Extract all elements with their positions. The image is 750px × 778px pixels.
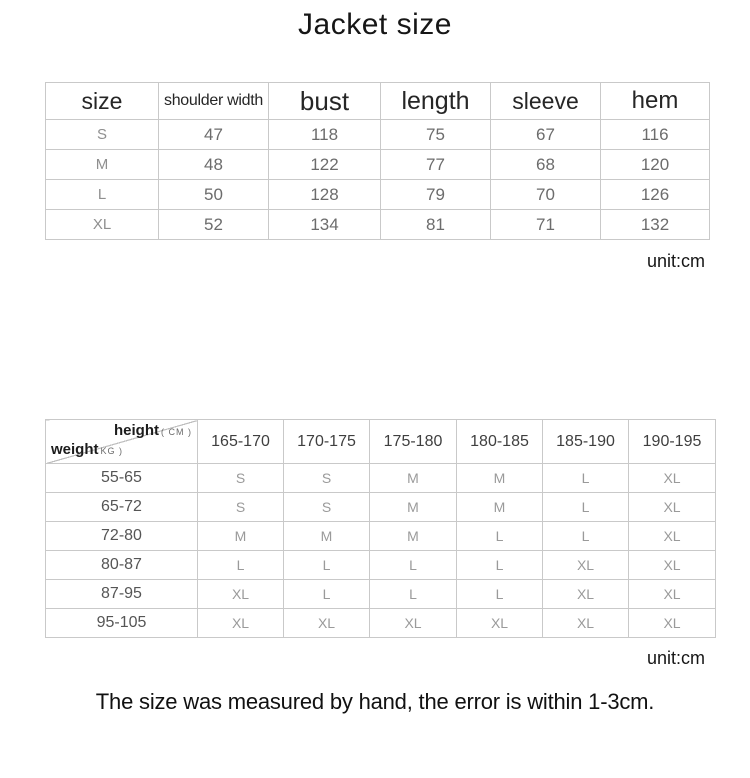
table-cell: L: [457, 580, 543, 609]
table-cell: XL: [629, 580, 716, 609]
table-cell: L: [370, 580, 457, 609]
table-row: [46, 522, 716, 551]
table-cell: 79: [381, 180, 491, 210]
column-header-hem: hem: [601, 83, 710, 120]
table-cell: 72-80: [46, 522, 198, 551]
table-row: [46, 609, 716, 638]
table-cell: S: [198, 493, 284, 522]
column-header-length: length: [381, 83, 491, 120]
column-header-sleeve: sleeve: [491, 83, 601, 120]
table-cell: 75: [381, 120, 491, 150]
table-cell: 70: [491, 180, 601, 210]
table-cell: L: [543, 464, 629, 493]
table-cell: XL: [629, 464, 716, 493]
table-cell: L: [543, 493, 629, 522]
table-cell: M: [284, 522, 370, 551]
column-header-height-range-3: 175-180: [370, 420, 457, 464]
unit-note-bottom: unit:cm: [646, 648, 705, 668]
table-cell: XL: [46, 210, 159, 240]
table-cell: 65-72: [46, 493, 198, 522]
column-header-height-range-4: 180-185: [457, 420, 543, 464]
table-cell: L: [284, 580, 370, 609]
table-cell: 126: [601, 180, 710, 210]
height-header: [114, 422, 192, 441]
table-cell: 47: [159, 120, 269, 150]
table-cell: S: [284, 493, 370, 522]
footer-note: The size was measured by hand, the error is within 1-3cm.: [95, 689, 655, 714]
table-cell: 71: [491, 210, 601, 240]
table-cell: 81: [381, 210, 491, 240]
page-title: Jacket size: [298, 8, 452, 41]
table-row: [46, 493, 716, 522]
table-cell: S: [46, 120, 159, 150]
table-row: [46, 150, 710, 180]
jacket-size-header-row: [46, 83, 710, 120]
table-cell: 80-87: [46, 551, 198, 580]
table-cell: L: [284, 551, 370, 580]
unit-note-top: unit:cm: [646, 251, 705, 271]
table-cell: 134: [269, 210, 381, 240]
table-cell: XL: [457, 609, 543, 638]
table-row: [46, 464, 716, 493]
table-cell: 118: [269, 120, 381, 150]
table-cell: XL: [198, 580, 284, 609]
table-cell: XL: [629, 522, 716, 551]
table-row: [46, 120, 710, 150]
height-weight-size-table: [45, 419, 716, 638]
table-cell: L: [457, 551, 543, 580]
column-header-bust: bust: [269, 83, 381, 120]
table-cell: S: [284, 464, 370, 493]
table-cell: 55-65: [46, 464, 198, 493]
table-row: [46, 180, 710, 210]
table-cell: 95-105: [46, 609, 198, 638]
weight-header: [51, 441, 123, 460]
table-cell: L: [457, 522, 543, 551]
table-cell: XL: [629, 493, 716, 522]
table-cell: L: [543, 522, 629, 551]
table-cell: 122: [269, 150, 381, 180]
table-cell: L: [370, 551, 457, 580]
height-weight-header-row: [46, 420, 716, 464]
table-cell: 68: [491, 150, 601, 180]
table-cell: M: [46, 150, 159, 180]
column-header-height-range-1: 165-170: [198, 420, 284, 464]
table-row: [46, 551, 716, 580]
table-cell: XL: [198, 609, 284, 638]
weight-unit-label: KG ): [100, 446, 124, 456]
table-cell: 132: [601, 210, 710, 240]
table-cell: 77: [381, 150, 491, 180]
column-header-height-range-6: 190-195: [629, 420, 716, 464]
table-cell: M: [370, 493, 457, 522]
table-cell: M: [457, 464, 543, 493]
jacket-size-table: [45, 82, 710, 240]
table-cell: S: [198, 464, 284, 493]
table-cell: M: [370, 464, 457, 493]
table-cell: 67: [491, 120, 601, 150]
table-cell: 87-95: [46, 580, 198, 609]
table-cell: XL: [629, 551, 716, 580]
table-row: [46, 210, 710, 240]
column-header-size: size: [46, 83, 159, 120]
table-cell: M: [198, 522, 284, 551]
table-cell: 50: [159, 180, 269, 210]
table-cell: L: [46, 180, 159, 210]
corner-header-cell: [46, 420, 198, 464]
column-header-shoulder-width: shoulder width: [159, 83, 269, 120]
table-cell: 116: [601, 120, 710, 150]
table-cell: XL: [543, 580, 629, 609]
table-cell: 52: [159, 210, 269, 240]
table-cell: XL: [370, 609, 457, 638]
table-cell: M: [457, 493, 543, 522]
column-header-height-range-5: 185-190: [543, 420, 629, 464]
table-cell: XL: [284, 609, 370, 638]
table-cell: L: [198, 551, 284, 580]
table-cell: M: [370, 522, 457, 551]
table-cell: XL: [543, 609, 629, 638]
column-header-height-range-2: 170-175: [284, 420, 370, 464]
height-unit-label: ( CM ): [161, 427, 192, 437]
table-cell: 48: [159, 150, 269, 180]
table-cell: 128: [269, 180, 381, 210]
table-cell: 120: [601, 150, 710, 180]
weight-label: weight: [51, 441, 99, 458]
table-cell: XL: [629, 609, 716, 638]
table-row: [46, 580, 716, 609]
height-label: height: [114, 422, 159, 439]
table-cell: XL: [543, 551, 629, 580]
